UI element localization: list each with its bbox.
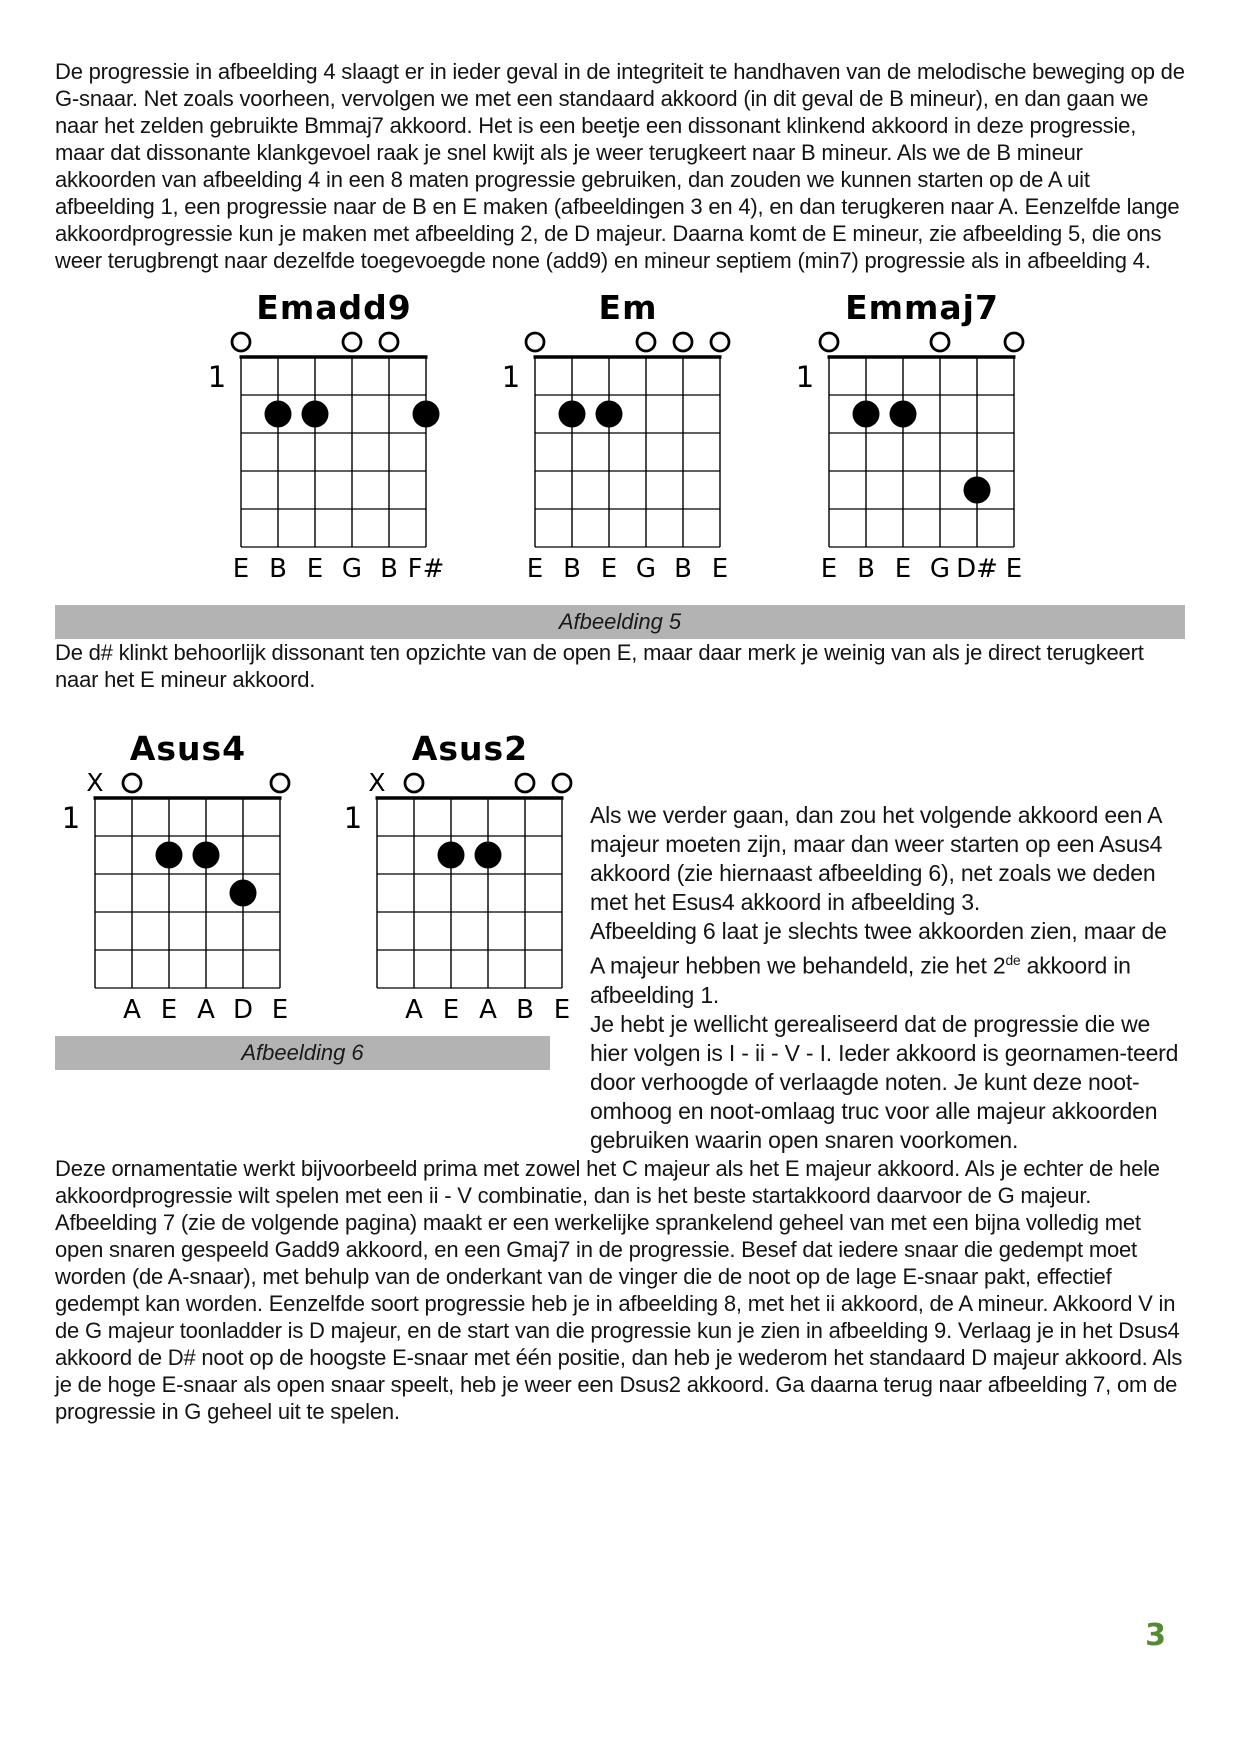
ornamentation-paragraph: Deze ornamentatie werkt bijvoorbeeld prima met zowel het C majeur als het E majeur akkoord. Als je echter de hele akkoordprogressie wilt spelen met een ii - V combinatie, dan is het beste startakkoord daarvoor de G majeur. <box>55 1155 1160 1208</box>
side-paragraph-3: Je hebt je wellicht gerealiseerd dat de progressie die we hier volgen is I - ii - V - I. Ieder akkoord is geornamen-teerd door verhoogde of verlaagde noten. Je kunt deze noot-omhoog en noot-omlaag truc voor alle majeur akkoorden gebruiken waarin open snaren voorkomen. <box>590 1010 1179 1153</box>
fret-number-label: 1 <box>343 801 363 835</box>
string-note-label: D# <box>956 554 998 584</box>
chord-diagram-asus2 <box>337 729 587 1026</box>
chord-name: Emadd9 <box>256 288 412 327</box>
figure5-chord-diagrams <box>55 288 1185 585</box>
side-paragraph-2-text: Afbeelding 6 laat je slechts twee akkoorden zien, maar de A majeur hebben we behandeld, zie het 2 <box>590 918 1167 979</box>
intro-paragraph: De progressie in afbeelding 4 slaagt er in ieder geval in de integriteit te handhaven van de melodische beweging op de G-snaar. Net zoals voorheen, vervolgen we met een standaard akkoord (in dit geval de B mineur), en dan gaan we naar het zelden gebruikte Bmmaj7 akkoord. Het is een beetje een dissonant klinkend akkoord in deze progressie, maar dat dissonante klankgevoel raak je snel kwijt als je weer terugkeert naar B mineur. Als we de B mineur akkoorden van afbeelding 4 in een 8 maten progressie gebruiken, dan zouden we kunnen starten op de A uit afbeelding 1, een progressie naar de B en E maken (afbeeldingen 3 en 4), en dan terugkeren naar A. Eenzelfde lange akkoordprogressie kun je maken met afbeelding 2, de D majeur. Daarna komt de E mineur, zie afbeelding 5, die ons weer terugbrengt naar dezelfde toegevoegde none (add9) en mineur septiem (min7) progressie als in afbeelding 4. <box>55 59 1185 273</box>
side-paragraph-2-rest: akkoord in afbeelding 1. <box>590 952 1131 1008</box>
figure5-caption: Afbeelding 5 <box>55 605 1185 639</box>
string-note-label: B <box>563 554 581 584</box>
open-string-marker <box>380 333 398 351</box>
string-note-label: B <box>857 554 875 584</box>
open-string-marker <box>405 774 423 792</box>
string-note-label: E <box>600 554 618 584</box>
string-note-label: E <box>160 995 178 1025</box>
finger-dot <box>156 842 183 869</box>
chord-diagram-emmaj7 <box>789 288 1039 585</box>
string-note-label: E <box>894 554 912 584</box>
chord-diagram-emadd9 <box>201 288 451 585</box>
muted-string-marker: X <box>86 768 104 797</box>
open-string-marker <box>343 333 361 351</box>
string-note-label: A <box>405 995 423 1025</box>
finger-dot <box>596 401 623 428</box>
fret-number-label: 1 <box>207 360 227 394</box>
string-note-label: A <box>123 995 141 1025</box>
finger-dot <box>193 842 220 869</box>
string-note-label: G <box>929 554 951 584</box>
finger-dot <box>853 401 880 428</box>
finger-dot <box>475 842 502 869</box>
ordinal-superscript: de <box>1005 953 1021 968</box>
open-string-marker <box>711 333 729 351</box>
open-string-marker <box>516 774 534 792</box>
finger-dot <box>964 477 991 504</box>
string-note-label: E <box>271 995 289 1025</box>
chord-name: Asus2 <box>411 729 529 768</box>
finger-dot <box>559 401 586 428</box>
string-note-label: E <box>526 554 544 584</box>
string-note-label: B <box>269 554 287 584</box>
finger-dot <box>230 880 257 907</box>
string-note-label: E <box>820 554 838 584</box>
string-note-label: E <box>1005 554 1023 584</box>
open-string-marker <box>271 774 289 792</box>
page-number: 3 <box>1145 1618 1166 1653</box>
side-paragraph-1: Als we verder gaan, dan zou het volgende akkoord een A majeur moeten zijn, maar dan weer starten op een Asus4 akkoord (zie hiernaast afbeelding 6), net zoals we deden met het Esus4 akkoord in afbeelding 3. <box>590 802 1163 915</box>
string-note-label: E <box>711 554 729 584</box>
muted-string-marker: X <box>368 768 386 797</box>
finger-dot <box>438 842 465 869</box>
chord-diagram-asus4 <box>55 729 305 1026</box>
chord-grid <box>495 327 745 585</box>
fret-number-label: 1 <box>61 801 81 835</box>
open-string-marker <box>123 774 141 792</box>
chord-grid <box>55 768 305 1026</box>
figure6-chord-diagrams <box>55 729 590 1026</box>
open-string-marker <box>637 333 655 351</box>
side-text-column <box>590 729 1185 1155</box>
side-paragraph-2 <box>590 917 1185 1010</box>
open-string-marker <box>232 333 250 351</box>
afbeelding7-paragraph: Afbeelding 7 (zie de volgende pagina) maakt er een werkelijke sprankelend geheel van met een bijna volledig met open snaren gespeeld Gadd9 akkoord, en een Gmaj7 in de progressie. Besef dat iedere snaar die gedempt moet worden (de A-snaar), met behulp van de onderkant van de vinger die de noot op de lage E-snaar pakt, effectief gedempt kan worden. Eenzelfde soort progressie heb je in afbeelding 8, met het ii akkoord, de A mineur. Akkoord V in de G majeur toonladder is D majeur, en de start van die progressie kun je zien in afbeelding 9. Verlaag je in het Dsus4 akkoord de D# noot op de hoogste E-snaar met één positie, dan heb je wederom het standaard D majeur akkoord. Als je de hoge E-snaar als open snaar speelt, heb je weer een Dsus2 akkoord. Ga daarna terug naar afbeelding 7, om de progressie in G geheel uit te spelen. <box>55 1209 1183 1424</box>
finger-dot <box>890 401 917 428</box>
dsharp-paragraph: De d# klinkt behoorlijk dissonant ten opzichte van de open E, maar daar merk je weinig van als je direct terugkeert naar het E mineur akkoord. <box>55 640 1144 692</box>
open-string-marker <box>553 774 571 792</box>
figure6-section <box>55 729 1185 1155</box>
finger-dot <box>302 401 329 428</box>
string-note-label: G <box>635 554 657 584</box>
string-note-label: B <box>380 554 398 584</box>
string-note-label: A <box>479 995 497 1025</box>
string-note-label: A <box>197 995 215 1025</box>
open-string-marker <box>931 333 949 351</box>
chord-grid <box>789 327 1039 585</box>
open-string-marker <box>526 333 544 351</box>
open-string-marker <box>820 333 838 351</box>
string-note-label: B <box>674 554 692 584</box>
chord-diagram-em <box>495 288 745 585</box>
string-note-label: E <box>553 995 571 1025</box>
string-note-label: F# <box>407 554 445 584</box>
chord-name: Emmaj7 <box>845 288 999 327</box>
finger-dot <box>265 401 292 428</box>
open-string-marker <box>674 333 692 351</box>
chord-name: Asus4 <box>129 729 247 768</box>
open-string-marker <box>1005 333 1023 351</box>
string-note-label: E <box>232 554 250 584</box>
string-note-label: G <box>341 554 363 584</box>
string-note-label: E <box>306 554 324 584</box>
chord-grid <box>337 768 587 1026</box>
string-note-label: E <box>442 995 460 1025</box>
fret-number-label: 1 <box>501 360 521 394</box>
chord-grid <box>201 327 451 585</box>
figure6-caption: Afbeelding 6 <box>55 1036 550 1070</box>
string-note-label: D <box>232 995 254 1025</box>
string-note-label: B <box>516 995 534 1025</box>
figure6-column <box>55 729 590 1155</box>
page-content <box>55 58 1185 1425</box>
fret-number-label: 1 <box>795 360 815 394</box>
chord-name: Em <box>598 288 658 327</box>
finger-dot <box>413 401 440 428</box>
